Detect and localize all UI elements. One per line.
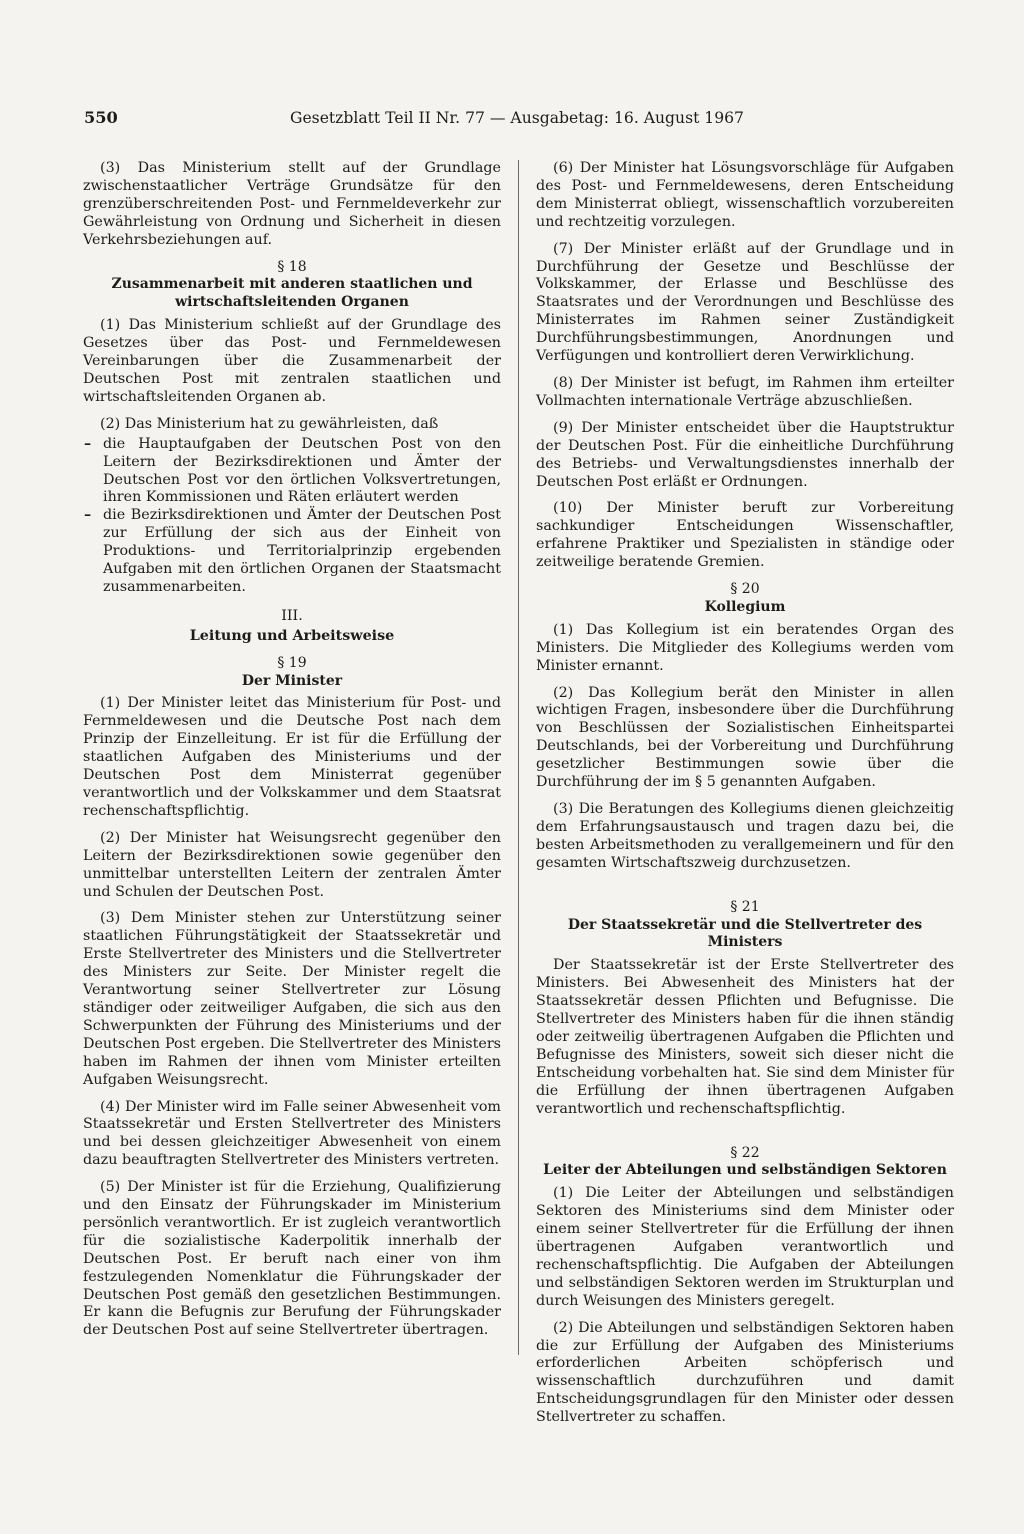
paragraph: (3) Die Beratungen des Kollegiums dienen gleichzeitig dem Erfahrungsaustausch und tragen dazu bei, die besten Arbeitsmethoden zu verallgemeinern und für den gesamten Wirtschaftszweig durchzusetzen. <box>536 801 954 871</box>
list-item: – die Bezirksdirektionen und Ämter der Deutschen Post zur Erfüllung der sich aus der Einheit von Produktions- und Territorialprinzip ergebenden Aufgaben mit den örtlichen Organen der Staatsmacht zusammenarbeiten. <box>83 507 501 597</box>
section-number: § 19 <box>277 654 307 671</box>
chapter-number: III. <box>281 607 303 624</box>
paragraph: (1) Das Kollegium ist ein beratendes Organ des Ministers. Die Mitglieder des Kollegiums werden vom Minister ernannt. <box>536 621 954 674</box>
section-number: § 20 <box>730 581 760 598</box>
section-number: § 21 <box>730 898 760 915</box>
column-divider <box>518 160 519 1355</box>
right-column <box>536 160 954 1436</box>
spacer <box>536 1128 954 1136</box>
section-title: Der Minister <box>241 672 343 689</box>
paragraph: (5) Der Minister ist für die Erziehung, Qualifizierung und den Einsatz der Führungskader im Ministerium persönlich verantwortlich. Er ist zugleich verantwortlich für die sozialistische Kaderpolitik innerhalb der Deutschen Post. Er beruft nach einer von ihm festzulegenden Nomenklatur die Führungskader der Deutschen Post gemäß den gesetzlichen Bestimmungen. Er kann die Befugnis zur Berufung der Führungskader der Deutschen Post auf seine Stellvertreter übertragen. <box>83 1179 501 1339</box>
left-column <box>83 160 501 1349</box>
running-title: Gesetzblatt Teil II Nr. 77 — Ausgabetag: 16. August 1967 <box>290 109 744 127</box>
paragraph: (2) Der Minister hat Weisungsrecht gegenüber den Leitern der Bezirksdirektionen sowie gegenüber den unmittelbar unterstellten Leitern der zentralen Ämter und Schulen der Deutschen Post. <box>83 829 501 900</box>
paragraph: (10) Der Minister beruft zur Vorbereitung sachkundiger Entscheidungen Wissenschaftler, erfahrene Praktiker und Spezialisten in ständige oder zeitweilige beratende Gremien. <box>536 500 954 571</box>
paragraph: (2) Die Abteilungen und selbständigen Sektoren haben die zur Erfüllung der Aufgaben des Ministeriums erforderlichen Arbeiten schöpferisch und wissenschaftlich durchzuführen und damit Entscheidungsgrundlagen für den Minister oder dessen Stellvertreter zu schaffen. <box>536 1319 954 1426</box>
paragraph: (4) Der Minister wird im Falle seiner Abwesenheit vom Staatssekretär und Ersten Stellvertreter des Ministers und bei dessen gleichzeitiger Abwesenheit von einem dazu beauftragten Stellvertreter des Ministers vertreten. <box>83 1098 501 1169</box>
section-number: § 22 <box>730 1144 760 1161</box>
list-item: – die Hauptaufgaben der Deutschen Post von den Leitern der Bezirksdirektionen und Ämter der Deutschen Post vor den örtlichen Volksvertretungen, ihren Kommissionen und Räten erläutert werden <box>83 436 501 508</box>
paragraph: (3) Das Ministerium stellt auf der Grundlage zwischenstaatlicher Verträge Grundsätze für den grenzüberschreitenden Post- und Fernmeldeverkehr zur Gewährleistung von Ordnung und Sicherheit in diesen Verkehrsbeziehungen auf. <box>83 160 501 248</box>
paragraph: (1) Die Leiter der Abteilungen und selbständigen Sektoren des Ministeriums sind dem Minister oder einem seiner Stellvertreter für die Erfüllung der ihnen übertragenen Aufgaben verantwortlich und rechenschaftspflichtig. Die Aufgaben der Abteilungen und selbständigen Sektoren werden im Strukturplan und durch Weisungen des Ministers geregelt. <box>536 1185 954 1309</box>
paragraph: (6) Der Minister hat Lösungsvorschläge für Aufgaben des Post- und Fernmeldewesens, deren Entscheidung dem Ministerrat obliegt, wissenschaftlich vorzubereiten und rechtzeitig vorzulegen. <box>536 160 954 230</box>
section-title: Leiter der Abteilungen und selbständigen Sektoren <box>543 1162 947 1179</box>
paragraph: (8) Der Minister ist befugt, im Rahmen ihm erteilter Vollmachten internationale Verträge abzuschließen. <box>536 374 954 409</box>
paragraph: Der Staatssekretär ist der Erste Stellvertreter des Ministers. Bei Abwesenheit des Ministers hat der Staatssekretär dessen Pflichten und Befugnisse. Die Stellvertreter des Ministers haben für die ihnen ständig oder zeitweilig übertragenen Aufgaben die Pflichten und Befugnisse des Ministers, soweit sich dieser nicht die Entscheidung vorbehalten hat. Sie sind dem Minister für die Erfüllung der ihnen übertragenen Aufgaben verantwortlich und rechenschaftspflichtig. <box>536 957 954 1117</box>
section-title: Der Staatssekretär und die Stellvertreter des Ministers <box>567 916 923 951</box>
page-number: 550 <box>84 108 118 127</box>
page-header <box>84 104 764 132</box>
section-number: § 18 <box>277 258 307 275</box>
paragraph: (2) Das Kollegium berät den Minister in allen wichtigen Fragen, insbesondere über die Durchführung von Beschlüssen der Sozialistischen Einheitspartei Deutschlands, bei der Vorbereitung und Durchführung gesetzlicher Bestimmungen sowie über die Durchführung der im § 5 genannten Aufgaben. <box>536 684 954 791</box>
chapter-title: Leitung und Arbeitsweise <box>189 627 395 644</box>
paragraph: (9) Der Minister entscheidet über die Hauptstruktur der Deutschen Post. Für die einheitliche Durchführung des Betriebs- und Verwaltungsdienstes innerhalb der Deutschen Post erläßt er Ordnungen. <box>536 419 954 490</box>
section-title: Kollegium <box>704 598 786 615</box>
spacer <box>536 882 954 890</box>
paragraph: (3) Dem Minister stehen zur Unterstützung seiner staatlichen Führungstätigkeit der Staatssekretär und Erste Stellvertreter des Ministers und die Stellvertreter des Ministers zur Seite. Der Minister regelt die Verantwortung seiner Stellvertreter zur Lösung ständiger oder zeitweiliger Aufgaben, die sich aus den Schwerpunkten der Führung des Ministeriums und der Deutschen Post ergeben. Die Stellvertreter des Ministers haben im Rahmen der ihnen vom Minister erteilten Aufgaben Weisungsrecht. <box>83 910 501 1088</box>
section-title: Zusammenarbeit mit anderen staatlichen und wirtschaftsleitenden Organen <box>111 276 473 311</box>
paragraph: (1) Das Ministerium schließt auf der Grundlage des Gesetzes über das Post- und Fernmeldewesen Vereinbarungen über die Zusammenarbeit der Deutschen Post mit zentralen staatlichen und wirtschaftsleitenden Organen ab. <box>83 317 501 405</box>
paragraph: (1) Der Minister leitet das Ministerium für Post- und Fernmeldewesen und die Deutsche Post nach dem Prinzip der Einzelleitung. Er ist für die Erfüllung der staatlichen Aufgaben des Ministeriums und der Deutschen Post dem Ministerrat gegenüber verantwortlich und der Volkskammer und dem Staatsrat rechenschaftspflichtig. <box>83 695 501 819</box>
paragraph: (2) Das Ministerium hat zu gewährleisten, daß <box>100 415 439 432</box>
paragraph: (7) Der Minister erläßt auf der Grundlage und in Durchführung der Gesetze und Beschlüsse der Volkskammer, der Erlasse und Beschlüsse des Staatsrates und der Verordnungen und Beschlüsse des Ministerrates im Rahmen seiner Zuständigkeit Durchführungsbestimmungen, Anordnungen und Verfügungen und kontrolliert deren Verwirklichung. <box>536 240 954 365</box>
dash-list <box>83 436 501 597</box>
